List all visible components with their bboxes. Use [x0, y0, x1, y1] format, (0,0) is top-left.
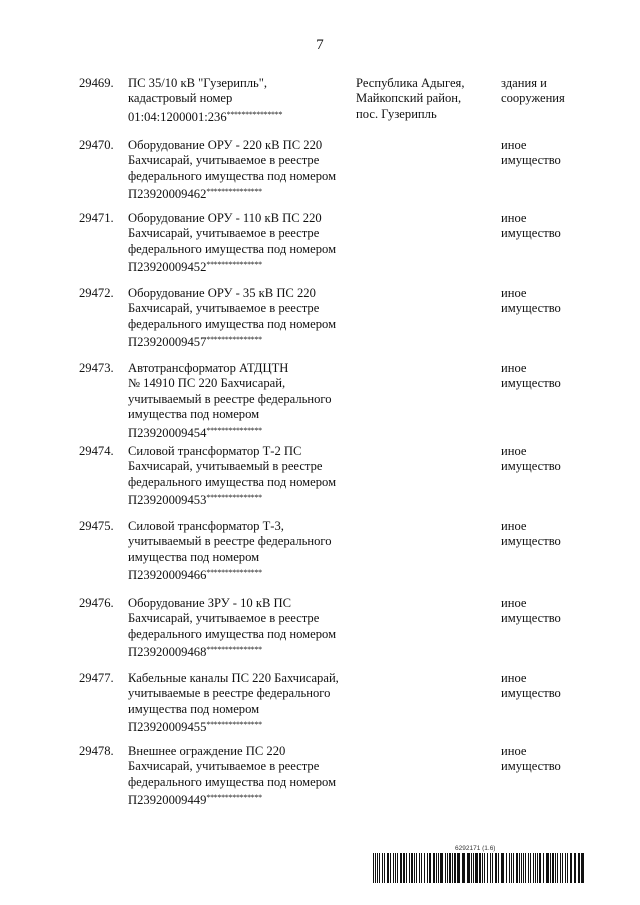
property-location — [356, 76, 496, 122]
property-name — [128, 286, 350, 351]
barcode-bar — [445, 853, 446, 883]
type-line: иное — [501, 596, 527, 610]
property-type — [501, 286, 611, 317]
property-name-line — [128, 317, 350, 332]
barcode-bar — [516, 853, 518, 883]
barcode-bar — [454, 853, 456, 883]
barcode-bar — [447, 853, 448, 883]
property-name-text: Бахчисарай, учитываемое в реестре — [128, 226, 320, 241]
property-name-line — [128, 76, 350, 91]
property-name-text: П23920009449 — [128, 793, 207, 808]
property-name-line — [128, 671, 350, 686]
barcode-bar — [424, 853, 425, 883]
barcode-bar — [409, 853, 410, 883]
property-name-line — [128, 257, 350, 275]
property-name-text: федерального имущества под номером — [128, 316, 337, 331]
type-line: имущество — [501, 301, 561, 316]
barcode-bar — [384, 853, 385, 883]
property-name-line — [128, 611, 350, 626]
redaction-stars: *************** — [206, 645, 262, 655]
property-name-line — [128, 759, 350, 774]
barcode-bar — [509, 853, 510, 883]
type-line: имущество — [501, 686, 561, 701]
type-line: сооружения — [501, 91, 565, 106]
row-number: 29470. — [79, 138, 114, 152]
barcode-bar — [539, 853, 541, 883]
property-name-text: федерального имущества под номером — [128, 626, 337, 641]
barcode-bar — [525, 853, 526, 883]
barcode-bar — [482, 853, 483, 883]
property-name-text: П23920009457 — [128, 335, 207, 350]
property-name-line — [128, 301, 350, 316]
type-line: имущество — [501, 153, 561, 168]
property-name-text: учитываемый в реестре федерального — [128, 391, 332, 406]
property-name-line — [128, 242, 350, 257]
page-number: 7 — [316, 37, 324, 53]
property-name-text: Бахчисарай, учитываемый в реестре — [128, 459, 323, 474]
barcode-bar — [570, 853, 572, 883]
type-line: имущество — [501, 226, 561, 241]
property-name-line — [128, 775, 350, 790]
redaction-stars: *************** — [206, 187, 262, 197]
property-name-text: имущества под номером — [128, 407, 260, 422]
property-name-line — [128, 138, 350, 153]
property-type — [501, 211, 611, 242]
property-name-text: федерального имущества под номером — [128, 474, 337, 489]
property-type — [501, 744, 611, 775]
barcode-bar — [523, 853, 524, 883]
barcode-bar — [379, 853, 380, 883]
redaction-stars: *************** — [206, 493, 262, 503]
barcode-bar — [475, 853, 478, 883]
redaction-stars: *************** — [206, 335, 262, 345]
type-line: иное — [501, 519, 527, 533]
property-type — [501, 138, 611, 169]
property-name — [128, 444, 350, 509]
barcode-bar — [373, 853, 374, 883]
barcode-bar — [397, 853, 398, 883]
type-line: имущество — [501, 534, 561, 549]
row-number: 29469. — [79, 76, 114, 90]
row-number: 29474. — [79, 444, 114, 458]
row-number: 29478. — [79, 744, 114, 758]
barcode-bar — [530, 853, 531, 883]
barcode-bar — [375, 853, 376, 883]
barcode-bar — [395, 853, 396, 883]
barcode-bar — [543, 853, 544, 883]
property-name-text: 01:04:1200001:236 — [128, 109, 227, 124]
property-name-line — [128, 717, 350, 735]
property-name-line — [128, 596, 350, 611]
barcode-bar — [552, 853, 554, 883]
property-type — [501, 361, 611, 392]
property-type — [501, 76, 611, 107]
barcode-bar — [449, 853, 451, 883]
property-type — [501, 444, 611, 475]
barcode-bar — [393, 853, 394, 883]
barcode-bar — [511, 853, 512, 883]
type-line: иное — [501, 286, 527, 300]
barcode-bar — [490, 853, 491, 883]
property-name-text: имущества под номером — [128, 549, 260, 564]
property-name-text: Оборудование ОРУ - 35 кВ ПС 220 — [128, 286, 316, 300]
property-type — [501, 671, 611, 702]
type-line: иное — [501, 211, 527, 225]
barcode-bar — [411, 853, 413, 883]
barcode-bar — [513, 853, 514, 883]
property-name-text: Внешнее ограждение ПС 220 — [128, 744, 286, 758]
property-name-line — [128, 332, 350, 350]
type-line: иное — [501, 444, 527, 458]
property-name-text: федерального имущества под номером — [128, 241, 337, 256]
property-name-text: учитываемый в реестре федерального — [128, 534, 332, 549]
property-name-line — [128, 744, 350, 759]
redaction-stars: *************** — [206, 425, 262, 435]
property-name-text: Бахчисарай, учитываемое в реестре — [128, 153, 320, 168]
property-name-line — [128, 423, 350, 441]
property-type — [501, 519, 611, 550]
property-name-text: П23920009455 — [128, 720, 207, 735]
property-name — [128, 361, 350, 441]
property-name-text: имущества под номером — [128, 701, 260, 716]
property-name-line — [128, 642, 350, 660]
barcode-bar — [546, 853, 549, 883]
type-line: имущество — [501, 459, 561, 474]
barcode-bar — [492, 853, 493, 883]
barcode-bar — [387, 853, 389, 883]
row-number: 29476. — [79, 596, 114, 610]
property-name-line — [128, 407, 350, 422]
property-name-line — [128, 459, 350, 474]
type-line: иное — [501, 361, 527, 375]
redaction-stars: *************** — [206, 793, 262, 803]
barcode-bar — [528, 853, 529, 883]
barcode-bar — [452, 853, 453, 883]
property-name-line — [128, 702, 350, 717]
barcode-bar — [473, 853, 474, 883]
barcode-bar — [436, 853, 437, 883]
property-name-line — [128, 490, 350, 508]
property-name-line — [128, 444, 350, 459]
barcode-bar — [567, 853, 568, 883]
property-name-line — [128, 534, 350, 549]
barcode-bar — [390, 853, 391, 883]
barcode-bar — [498, 853, 499, 883]
barcode-bar — [479, 853, 481, 883]
barcode-bar — [533, 853, 534, 883]
type-line: иное — [501, 671, 527, 685]
barcode-bar — [557, 853, 558, 883]
property-name-text: П23920009453 — [128, 493, 207, 508]
property-name-line — [128, 627, 350, 642]
barcode-bar — [382, 853, 383, 883]
barcode-bar — [403, 853, 405, 883]
location-line: пос. Гузерипль — [356, 106, 437, 121]
type-line: имущество — [501, 759, 561, 774]
property-name-text: П23920009452 — [128, 260, 207, 275]
property-name-text: Силовой трансформатор Т-3, — [128, 519, 284, 533]
barcode-bar — [574, 853, 576, 883]
barcode-bar — [550, 853, 551, 883]
property-name-line — [128, 286, 350, 301]
barcode-bar — [421, 853, 422, 883]
barcode-bar — [406, 853, 407, 883]
row-number: 29477. — [79, 671, 114, 685]
property-name-line — [128, 790, 350, 808]
barcode-bar — [438, 853, 439, 883]
barcode-bar — [555, 853, 556, 883]
barcode-bar — [537, 853, 538, 883]
property-name — [128, 138, 350, 203]
redaction-stars: *************** — [206, 568, 262, 578]
barcode-bar — [487, 853, 488, 883]
type-line: здания и — [501, 76, 547, 90]
barcode-bar — [416, 853, 417, 883]
property-name — [128, 211, 350, 276]
barcode-bar — [377, 853, 378, 883]
property-name — [128, 596, 350, 661]
property-name-text: Бахчисарай, учитываемое в реестре — [128, 759, 320, 774]
type-line: имущество — [501, 376, 561, 391]
property-name-line — [128, 153, 350, 168]
property-name-line — [128, 169, 350, 184]
property-name-line — [128, 475, 350, 490]
document-code: 6292171 (1.6) — [455, 845, 496, 852]
redaction-stars: *************** — [226, 109, 283, 119]
row-number: 29472. — [79, 286, 114, 300]
property-name-text: учитываемые в реестре федерального — [128, 686, 331, 701]
barcode-bar — [467, 853, 470, 883]
property-name-text: федерального имущества под номером — [128, 774, 337, 789]
property-name-line — [128, 361, 350, 376]
barcode-bar — [562, 853, 563, 883]
row-number: 29473. — [79, 361, 114, 375]
barcode-bar — [440, 853, 443, 883]
property-name-line — [128, 519, 350, 534]
property-name-text: Кабельные каналы ПС 220 Бахчисарай, — [128, 671, 339, 685]
property-name — [128, 76, 350, 125]
row-number: 29475. — [79, 519, 114, 533]
property-name-line — [128, 184, 350, 202]
barcode-bar — [427, 853, 428, 883]
barcode-bar — [462, 853, 465, 883]
property-name-line — [128, 107, 350, 125]
property-name — [128, 744, 350, 809]
row-number: 29471. — [79, 211, 114, 225]
property-name-line — [128, 91, 350, 106]
property-name-line — [128, 211, 350, 226]
type-line: иное — [501, 744, 527, 758]
barcode-bar — [581, 853, 584, 883]
barcode-bar — [457, 853, 460, 883]
property-name-text: кадастровый номер — [128, 91, 233, 106]
barcode-bar — [519, 853, 520, 883]
location-line: Майкопский район, — [356, 91, 462, 106]
barcode-bar — [495, 853, 497, 883]
property-name-line — [128, 550, 350, 565]
redaction-stars: *************** — [206, 720, 262, 730]
property-name-text: Оборудование ЗРУ - 10 кВ ПС — [128, 596, 292, 610]
property-name-line — [128, 686, 350, 701]
barcode — [373, 853, 588, 883]
property-name — [128, 519, 350, 584]
property-name-line — [128, 226, 350, 241]
property-name-text: федерального имущества под номером — [128, 168, 337, 183]
property-name-text: П23920009462 — [128, 187, 207, 202]
barcode-bar — [501, 853, 504, 883]
property-name-text: Оборудование ОРУ - 220 кВ ПС 220 — [128, 138, 323, 152]
barcode-bar — [471, 853, 472, 883]
property-name-text: Оборудование ОРУ - 110 кВ ПС 220 — [128, 211, 322, 225]
property-name-text: П23920009466 — [128, 568, 207, 583]
property-name-text: П23920009468 — [128, 645, 207, 660]
barcode-bar — [484, 853, 485, 883]
location-line: Республика Адыгея, — [356, 76, 465, 90]
property-name-text: Бахчисарай, учитываемое в реестре — [128, 611, 320, 626]
type-line: имущество — [501, 611, 561, 626]
barcode-bar — [414, 853, 415, 883]
property-name-line — [128, 392, 350, 407]
property-name-text: № 14910 ПС 220 Бахчисарай, — [128, 376, 286, 391]
barcode-bar — [560, 853, 561, 883]
property-name-line — [128, 376, 350, 391]
barcode-bar — [535, 853, 536, 883]
property-name-line — [128, 565, 350, 583]
property-name-text: П23920009454 — [128, 425, 207, 440]
type-line: иное — [501, 138, 527, 152]
barcode-bar — [506, 853, 507, 883]
barcode-bar — [565, 853, 566, 883]
barcode-bar — [400, 853, 402, 883]
property-name-text: Силовой трансформатор Т-2 ПС — [128, 444, 302, 458]
barcode-bar — [521, 853, 522, 883]
property-type — [501, 596, 611, 627]
property-name-text: Автотрансформатор АТДЦТН — [128, 361, 289, 375]
property-name — [128, 671, 350, 736]
barcode-bar — [433, 853, 435, 883]
barcode-bar — [429, 853, 431, 883]
barcode-bar — [578, 853, 580, 883]
property-name-text: Бахчисарай, учитываемое в реестре — [128, 301, 320, 316]
property-name-text: ПС 35/10 кВ "Гузерипль", — [128, 76, 268, 90]
barcode-bar — [419, 853, 420, 883]
redaction-stars: *************** — [206, 260, 262, 270]
